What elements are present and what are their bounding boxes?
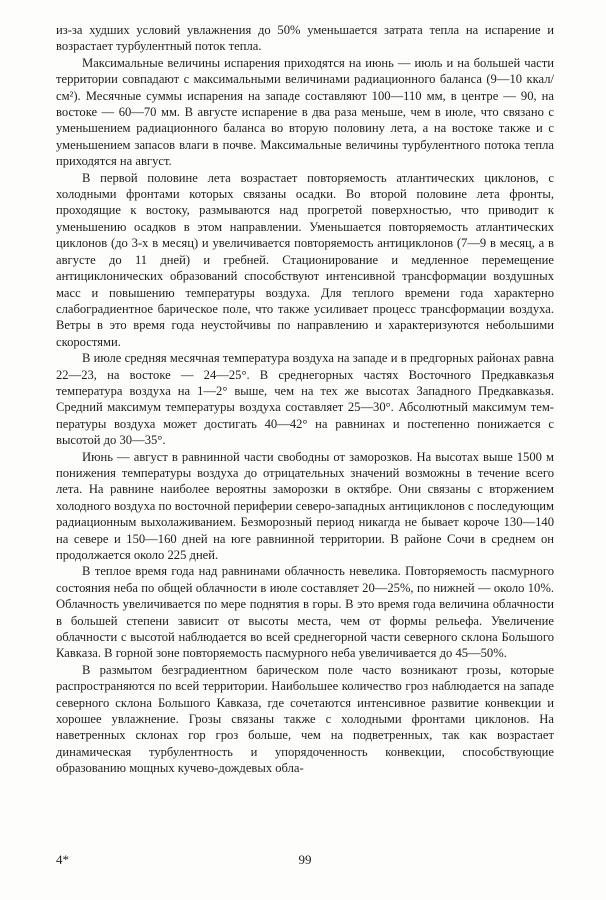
body-text [56,22,554,777]
paragraph-3: В первой половине лета возрастает повторяемость атлантических циклонов, с холодными фронтами которых связаны осадки. Во второй половине лета фронты, проходящие к востоку, размываются над прогретой поверхностью, что приводит к уменьшению осадков в этом направлении. Уменьшается повторяемость атлантических циклонов (до 3-х в месяц) и увеличивается повторяемость антициклонов (7—9 в месяц, а в августе до 11 дней) и гребней. Стационирование и медленное перемещение антициклонических образований способствуют интенсивной трансформации воздушных масс и повышению температуры воздуха. Для теплого времени года характерно слабоградиентное барическое поле, что также усиливает процесс трансформации воздуха. Ветры в это время года неустойчивы по направлению и характеризуются небольшими скоростями. [56,170,554,349]
paragraph-4: В июле средняя месячная температура воздуха на западе и в предгорных районах равна 22—23, на востоке — 24—25°. В среднегорных частях Восточного Предкавказья температура воздуха на 1—2° выше, чем на тех же высотах Западного Предкавказья. Средний максимум температуры воздуха составляет 25—30°. Абсолютный максимум температуры воздуха может достигать 40—42° на равнинах и постепенно понижается с высотой до 30—35°. [56,351,554,448]
paragraph-5: Июнь — август в равнинной части свободны от заморозков. На высотах выше 1500 м понижения температуры воздуха до отрицательных значений возможны в течение всего лета. На равнине наиболее вероятны заморозки в октябре. Они связаны с вторжением холодного воздуха по восточной периферии северо-западных антициклонов с последующим радиационным выхолаживанием. Безморозный период никагда не бывает короче 130—140 на севере и 150—160 дней на юге равнинной территории. В районе Сочи в среднем он продолжается около 225 дней. [56,449,554,562]
page-number: 99 [298,852,312,867]
paragraph-1: из-за худших условий увлажнения до 50% уменьшается затрата тепла на испарение и возрастает турбулентный поток тепла. [56,23,554,54]
paragraph-7: В размытом безградиентном барическом поле часто возникают грозы, которые распространяются по всей территории. Наибольшее количество гроз наблюдается на западе северного склона Большого Кавказа, где сочетаются интенсивное развитие конвекции и хорошее увлажнение. Грозы связаны также с холодными фронтами циклонов. На наветренных склонах гор гроз больше, чем на подветренных, так как возрастает динамическая турбулентность и упорядоченность конвекции, способствующие образованию мощных кучево-дождевых обла- [56,662,554,776]
paragraph-2: Максимальные величины испарения приходятся на июнь — июль и на большей части территории совпадают с максимальными величинами радиационного баланса (9—10 ккал/см²). Месячные суммы испарения на западе составляют 100—110 мм, в центре — 90, на востоке — 60—70 мм. В августе испарение в два раза меньше, чем в июле, что связано с уменьшением радиационного баланса во вторую половину лета, а на востоке также и с уменьшением запасов влаги в почве. Максимальные величины турбулентного потока тепла приходятся на август. [56,55,554,169]
paragraph-6: В теплое время года над равнинами облачность невелика. Повторяемость пасмурного состояния неба по общей облачности в июле составляет 20—25%, по нижней — около 10%. Облачность увеличивается по мере поднятия в горы. В это время года величина облачности в большей степени зависит от высоты места, чем от формы рельефа. Увеличение облачности с высотой наблюдается во всей среднегорной части северного склона Большого Кавказа. В горной зоне повторяемость пасмурного неба увеличивается до 45—50%. [56,564,554,661]
signature-mark: 4* [56,852,69,867]
